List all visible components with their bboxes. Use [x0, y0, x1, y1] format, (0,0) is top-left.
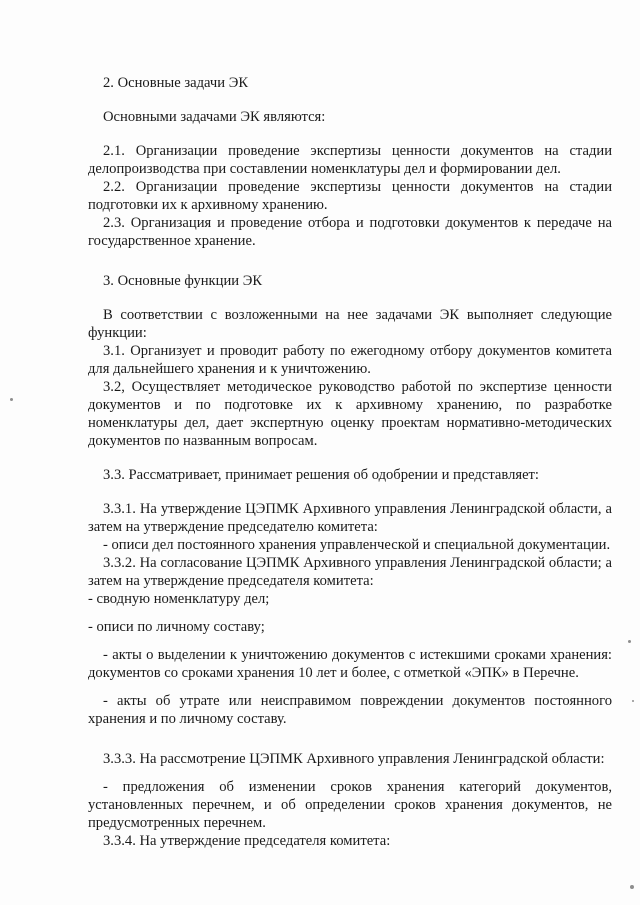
section-2-item-2: 2.2. Организации проведение экспертизы ценности документов на стадии подготовки их к архивному хранению. — [88, 179, 612, 213]
section-3-item-3-3-2-c: - акты о выделении к уничтожению документов с истекшими сроками хранения: документов со сроками хранения 10 лет и более, с отметкой «ЭПК» в Перечне. — [88, 647, 612, 681]
section-3-item-3-3-1: 3.3.1. На утверждение ЦЭПМК Архивного управления Ленинградской области, а затем на утверждение председателю комитета: — [88, 501, 612, 535]
scan-speck — [630, 885, 634, 889]
section-3-item-3-3-4: 3.3.4. На утверждение председателя комитета: — [103, 833, 391, 849]
section-3-item-3-3-3-a: - предложения об изменении сроков хранения категорий документов, установленных перечнем, и об определении сроков хранения документов, не предусмотренных перечнем. — [88, 779, 612, 831]
section-2-heading: 2. Основные задачи ЭК — [103, 75, 249, 91]
section-3-item-3-3-2-d: - акты об утрате или неисправимом повреждении документов постоянного хранения и по личному составу. — [88, 693, 612, 727]
section-3-item-3-3-3: 3.3.3. На рассмотрение ЦЭПМК Архивного управления Ленинградской области: — [103, 751, 605, 767]
scan-speck — [632, 700, 634, 702]
section-3-item-3-3: 3.3. Рассматривает, принимает решения об одобрении и представляет: — [103, 467, 539, 483]
section-2-item-3: 2.3. Организация и проведение отбора и подготовки документов к передаче на государственное хранение. — [88, 215, 612, 249]
section-3-item-3-3-2-b: - описи по личному составу; — [88, 619, 265, 635]
section-2-item-1: 2.1. Организации проведение экспертизы ценности документов на стадии делопроизводства при составлении номенклатуры дел и формировании дел. — [88, 143, 612, 177]
scan-speck — [628, 640, 631, 643]
document-body — [88, 74, 612, 850]
section-3-item-3-3-2: 3.3.2. На согласование ЦЭПМК Архивного управления Ленинградской области; а затем на утверждение председателя комитета: — [88, 555, 612, 589]
section-3-item-3-3-2-a: - сводную номенклатуру дел; — [88, 591, 270, 607]
section-3-item-3-2: 3.2, Осуществляет методическое руководство работой по экспертизе ценности документов и по подготовке их к архивному хранению, по разработке номенклатуры дел, дает экспертную оценку проектам нормативно-методических документов по названным вопросам. — [88, 379, 612, 449]
scan-speck — [10, 398, 13, 401]
section-2-intro: Основными задачами ЭК являются: — [103, 109, 326, 125]
section-3-item-3-1: 3.1. Организует и проводит работу по ежегодному отбору документов комитета для дальнейшего хранения и к уничтожению. — [88, 343, 612, 377]
section-3-intro: В соответствии с возложенными на нее задачами ЭК выполняет следующие функции: — [88, 307, 612, 341]
section-3-heading: 3. Основные функции ЭК — [103, 273, 263, 289]
section-3-item-3-3-1-a: - описи дел постоянного хранения управленческой и специальной документации. — [103, 537, 611, 553]
